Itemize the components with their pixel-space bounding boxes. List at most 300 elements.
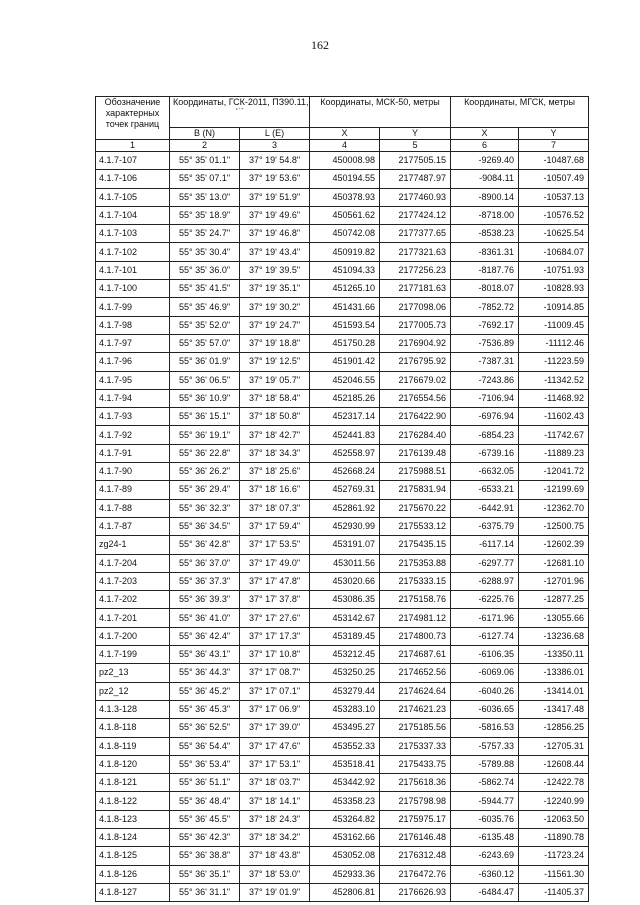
mgsk-y-cell: -10684.07 <box>519 243 589 261</box>
table-row <box>96 206 589 224</box>
table-row <box>96 499 589 517</box>
point-id-cell: 4.1.7-201 <box>96 609 170 627</box>
mgsk-y-cell: -12681.10 <box>519 554 589 572</box>
msk50-x-cell: 453189.45 <box>310 627 380 645</box>
msk50-x-cell: 452668.24 <box>310 463 380 481</box>
msk50-y-cell: 2177377.65 <box>380 225 451 243</box>
table-row <box>96 481 589 499</box>
point-id-cell: 4.1.3-128 <box>96 700 170 718</box>
longitude-cell: 37° 18' 43.8" <box>240 847 310 865</box>
column-number: 1 <box>96 140 170 152</box>
point-id-cell: 4.1.8-127 <box>96 883 170 901</box>
point-id-cell: 4.1.7-99 <box>96 298 170 316</box>
mgsk-y-cell: -11405.37 <box>519 883 589 901</box>
msk50-x-cell: 453162.66 <box>310 828 380 846</box>
msk50-y-cell: 2177487.97 <box>380 170 451 188</box>
msk50-x-cell: 452806.81 <box>310 883 380 901</box>
msk50-x-cell: 451593.54 <box>310 316 380 334</box>
table-row <box>96 792 589 810</box>
msk50-y-cell: 2175670.22 <box>380 499 451 517</box>
msk50-y-cell: 2177181.63 <box>380 280 451 298</box>
msk50-y-cell: 2175185.56 <box>380 719 451 737</box>
mgsk-x-cell: -5757.33 <box>451 737 519 755</box>
point-id-cell: 4.1.8-121 <box>96 774 170 792</box>
point-id-cell: pz2_13 <box>96 664 170 682</box>
point-id-cell: 4.1.7-88 <box>96 499 170 517</box>
mgsk-y-cell: -13236.68 <box>519 627 589 645</box>
mgsk-x-cell: -7852.72 <box>451 298 519 316</box>
msk50-x-cell: 451901.42 <box>310 353 380 371</box>
latitude-cell: 55° 35' 41.5" <box>170 280 240 298</box>
mgsk-y-cell: -11602.43 <box>519 408 589 426</box>
mgsk-y-cell: -12608.44 <box>519 755 589 773</box>
latitude-cell: 55° 36' 51.1" <box>170 774 240 792</box>
longitude-cell: 37° 19' 39.5" <box>240 261 310 279</box>
longitude-cell: 37° 18' 25.6" <box>240 463 310 481</box>
msk50-x-cell: 450561.62 <box>310 206 380 224</box>
latitude-cell: 55° 36' 44.3" <box>170 664 240 682</box>
latitude-cell: 55° 36' 32.3" <box>170 499 240 517</box>
msk50-y-cell: 2174981.12 <box>380 609 451 627</box>
msk50-x-cell: 453264.82 <box>310 810 380 828</box>
mgsk-x-cell: -9084.11 <box>451 170 519 188</box>
point-id-cell: 4.1.7-199 <box>96 646 170 664</box>
mgsk-y-cell: -12422.78 <box>519 774 589 792</box>
mgsk-x-cell: -7106.94 <box>451 389 519 407</box>
latitude-cell: 55° 36' 22.8" <box>170 444 240 462</box>
latitude-cell: 55° 36' 42.8" <box>170 536 240 554</box>
msk50-y-cell: 2174652.56 <box>380 664 451 682</box>
latitude-cell: 55° 36' 37.0" <box>170 554 240 572</box>
header-msk50-group: Координаты, МСК-50, метры <box>310 97 451 128</box>
msk50-y-cell: 2176139.48 <box>380 444 451 462</box>
mgsk-x-cell: -7692.17 <box>451 316 519 334</box>
msk50-x-cell: 453442.92 <box>310 774 380 792</box>
table-row <box>96 316 589 334</box>
mgsk-x-cell: -5862.74 <box>451 774 519 792</box>
mgsk-x-cell: -8018.07 <box>451 280 519 298</box>
longitude-cell: 37° 17' 06.9" <box>240 700 310 718</box>
point-id-cell: 4.1.8-119 <box>96 737 170 755</box>
msk50-y-cell: 2177505.15 <box>380 152 451 170</box>
msk50-y-cell: 2176284.40 <box>380 426 451 444</box>
mgsk-x-cell: -5944.77 <box>451 792 519 810</box>
mgsk-x-cell: -8900.14 <box>451 188 519 206</box>
coordinates-table <box>95 96 589 902</box>
table-row <box>96 353 589 371</box>
msk50-y-cell: 2176146.48 <box>380 828 451 846</box>
latitude-cell: 55° 36' 41.0" <box>170 609 240 627</box>
mgsk-x-cell: -6243.69 <box>451 847 519 865</box>
msk50-y-cell: 2176679.02 <box>380 371 451 389</box>
latitude-cell: 55° 36' 29.4" <box>170 481 240 499</box>
table-row <box>96 536 589 554</box>
msk50-x-cell: 452861.92 <box>310 499 380 517</box>
latitude-cell: 55° 35' 13.0" <box>170 188 240 206</box>
msk50-y-cell: 2176795.92 <box>380 353 451 371</box>
point-id-cell: 4.1.8-126 <box>96 865 170 883</box>
point-id-cell: 4.1.7-100 <box>96 280 170 298</box>
table-row <box>96 865 589 883</box>
header-b: B (N) <box>170 128 240 140</box>
mgsk-y-cell: -12041.72 <box>519 463 589 481</box>
longitude-cell: 37° 17' 49.0" <box>240 554 310 572</box>
longitude-cell: 37° 18' 58.4" <box>240 389 310 407</box>
msk50-y-cell: 2175433.75 <box>380 755 451 773</box>
header-mgsk-group: Координаты, МГСК, метры <box>451 97 589 128</box>
table-row <box>96 591 589 609</box>
point-id-cell: 4.1.7-102 <box>96 243 170 261</box>
latitude-cell: 55° 35' 57.0" <box>170 334 240 352</box>
longitude-cell: 37° 19' 18.8" <box>240 334 310 352</box>
latitude-cell: 55° 35' 01.1" <box>170 152 240 170</box>
msk50-x-cell: 451094.33 <box>310 261 380 279</box>
header-gsk-units: ° ' " <box>235 108 244 114</box>
mgsk-y-cell: -13350.11 <box>519 646 589 664</box>
mgsk-y-cell: -10751.93 <box>519 261 589 279</box>
mgsk-y-cell: -12701.96 <box>519 572 589 590</box>
msk50-x-cell: 453250.25 <box>310 664 380 682</box>
mgsk-x-cell: -8361.31 <box>451 243 519 261</box>
msk50-y-cell: 2175353.88 <box>380 554 451 572</box>
msk50-y-cell: 2175975.17 <box>380 810 451 828</box>
table-row <box>96 170 589 188</box>
longitude-cell: 37° 19' 30.2" <box>240 298 310 316</box>
column-number: 3 <box>240 140 310 152</box>
mgsk-y-cell: -12199.69 <box>519 481 589 499</box>
latitude-cell: 55° 36' 31.1" <box>170 883 240 901</box>
longitude-cell: 37° 17' 53.5" <box>240 536 310 554</box>
mgsk-x-cell: -6484.47 <box>451 883 519 901</box>
column-number: 4 <box>310 140 380 152</box>
point-id-cell: zg24-1 <box>96 536 170 554</box>
table-row <box>96 280 589 298</box>
msk50-x-cell: 453279.44 <box>310 682 380 700</box>
longitude-cell: 37° 18' 03.7" <box>240 774 310 792</box>
header-gsk-title: Координаты, ГСК-2011, ПЗ90.11, <box>173 97 309 107</box>
latitude-cell: 55° 36' 38.8" <box>170 847 240 865</box>
table-row <box>96 243 589 261</box>
mgsk-x-cell: -6106.35 <box>451 646 519 664</box>
msk50-x-cell: 453283.10 <box>310 700 380 718</box>
mgsk-y-cell: -10914.85 <box>519 298 589 316</box>
table-row <box>96 700 589 718</box>
msk50-x-cell: 450194.55 <box>310 170 380 188</box>
msk50-x-cell: 452930.99 <box>310 517 380 535</box>
table-row <box>96 810 589 828</box>
latitude-cell: 55° 36' 26.2" <box>170 463 240 481</box>
longitude-cell: 37° 17' 59.4" <box>240 517 310 535</box>
longitude-cell: 37° 18' 42.7" <box>240 426 310 444</box>
latitude-cell: 55° 36' 45.2" <box>170 682 240 700</box>
msk50-x-cell: 453495.27 <box>310 719 380 737</box>
mgsk-y-cell: -12602.39 <box>519 536 589 554</box>
table-row <box>96 682 589 700</box>
latitude-cell: 55° 35' 24.7" <box>170 225 240 243</box>
mgsk-y-cell: -12063.50 <box>519 810 589 828</box>
latitude-cell: 55° 35' 36.0" <box>170 261 240 279</box>
header-point-designation: Обозначение характерных точек границ <box>96 97 170 140</box>
latitude-cell: 55° 35' 52.0" <box>170 316 240 334</box>
mgsk-x-cell: -7387.31 <box>451 353 519 371</box>
msk50-y-cell: 2176554.56 <box>380 389 451 407</box>
mgsk-x-cell: -6739.16 <box>451 444 519 462</box>
latitude-cell: 55° 36' 10.9" <box>170 389 240 407</box>
mgsk-y-cell: -11889.23 <box>519 444 589 462</box>
longitude-cell: 37° 19' 49.6" <box>240 206 310 224</box>
latitude-cell: 55° 36' 35.1" <box>170 865 240 883</box>
mgsk-y-cell: -10576.52 <box>519 206 589 224</box>
point-id-cell: 4.1.7-92 <box>96 426 170 444</box>
msk50-y-cell: 2177098.06 <box>380 298 451 316</box>
table-row <box>96 188 589 206</box>
longitude-cell: 37° 17' 07.1" <box>240 682 310 700</box>
table-row <box>96 444 589 462</box>
latitude-cell: 55° 36' 42.3" <box>170 828 240 846</box>
point-id-cell: 4.1.7-103 <box>96 225 170 243</box>
point-id-cell: 4.1.8-120 <box>96 755 170 773</box>
table-row <box>96 737 589 755</box>
table-row <box>96 847 589 865</box>
msk50-x-cell: 450742.08 <box>310 225 380 243</box>
mgsk-x-cell: -5789.88 <box>451 755 519 773</box>
latitude-cell: 55° 36' 19.1" <box>170 426 240 444</box>
mgsk-y-cell: -11742.67 <box>519 426 589 444</box>
longitude-cell: 37° 18' 34.2" <box>240 828 310 846</box>
table-row <box>96 334 589 352</box>
longitude-cell: 37° 18' 24.3" <box>240 810 310 828</box>
header-l: L (E) <box>240 128 310 140</box>
table-row <box>96 261 589 279</box>
longitude-cell: 37° 19' 01.9" <box>240 883 310 901</box>
msk50-x-cell: 452933.36 <box>310 865 380 883</box>
point-id-cell: 4.1.8-123 <box>96 810 170 828</box>
msk50-y-cell: 2176312.48 <box>380 847 451 865</box>
mgsk-y-cell: -10507.49 <box>519 170 589 188</box>
msk50-x-cell: 452185.26 <box>310 389 380 407</box>
point-id-cell: 4.1.7-87 <box>96 517 170 535</box>
latitude-cell: 55° 35' 46.9" <box>170 298 240 316</box>
column-number: 2 <box>170 140 240 152</box>
point-id-cell: 4.1.8-118 <box>96 719 170 737</box>
table-row <box>96 828 589 846</box>
longitude-cell: 37° 19' 54.8" <box>240 152 310 170</box>
mgsk-y-cell: -12240.99 <box>519 792 589 810</box>
mgsk-y-cell: -13386.01 <box>519 664 589 682</box>
mgsk-x-cell: -5816.53 <box>451 719 519 737</box>
latitude-cell: 55° 35' 18.9" <box>170 206 240 224</box>
table-row <box>96 572 589 590</box>
mgsk-x-cell: -6854.23 <box>451 426 519 444</box>
longitude-cell: 37° 19' 51.9" <box>240 188 310 206</box>
msk50-x-cell: 451750.28 <box>310 334 380 352</box>
msk50-x-cell: 453358.23 <box>310 792 380 810</box>
point-id-cell: 4.1.7-91 <box>96 444 170 462</box>
point-id-cell: 4.1.7-200 <box>96 627 170 645</box>
point-id-cell: 4.1.7-106 <box>96 170 170 188</box>
longitude-cell: 37° 19' 12.5" <box>240 353 310 371</box>
latitude-cell: 55° 36' 15.1" <box>170 408 240 426</box>
table-row <box>96 426 589 444</box>
msk50-x-cell: 453086.35 <box>310 591 380 609</box>
column-number: 7 <box>519 140 589 152</box>
msk50-y-cell: 2176904.92 <box>380 334 451 352</box>
mgsk-x-cell: -6040.26 <box>451 682 519 700</box>
msk50-y-cell: 2176626.93 <box>380 883 451 901</box>
column-number: 5 <box>380 140 451 152</box>
table-row <box>96 609 589 627</box>
mgsk-x-cell: -9269.40 <box>451 152 519 170</box>
point-id-cell: 4.1.7-95 <box>96 371 170 389</box>
mgsk-y-cell: -11890.78 <box>519 828 589 846</box>
table-row <box>96 152 589 170</box>
header-msk-x: X <box>310 128 380 140</box>
header-msk-y: Y <box>380 128 451 140</box>
point-id-cell: 4.1.7-204 <box>96 554 170 572</box>
mgsk-y-cell: -11723.24 <box>519 847 589 865</box>
header-mgsk-y: Y <box>519 128 589 140</box>
table-row <box>96 627 589 645</box>
latitude-cell: 55° 36' 52.5" <box>170 719 240 737</box>
mgsk-y-cell: -10625.54 <box>519 225 589 243</box>
point-id-cell: 4.1.7-101 <box>96 261 170 279</box>
latitude-cell: 55° 36' 48.4" <box>170 792 240 810</box>
mgsk-x-cell: -7536.89 <box>451 334 519 352</box>
msk50-y-cell: 2176472.76 <box>380 865 451 883</box>
mgsk-x-cell: -6375.79 <box>451 517 519 535</box>
longitude-cell: 37° 18' 14.1" <box>240 792 310 810</box>
mgsk-x-cell: -6360.12 <box>451 865 519 883</box>
mgsk-y-cell: -11468.92 <box>519 389 589 407</box>
longitude-cell: 37° 18' 07.3" <box>240 499 310 517</box>
mgsk-x-cell: -6632.05 <box>451 463 519 481</box>
longitude-cell: 37° 17' 47.6" <box>240 737 310 755</box>
mgsk-x-cell: -6225.76 <box>451 591 519 609</box>
mgsk-y-cell: -11223.59 <box>519 353 589 371</box>
mgsk-x-cell: -6036.65 <box>451 700 519 718</box>
msk50-x-cell: 453142.67 <box>310 609 380 627</box>
msk50-y-cell: 2175158.76 <box>380 591 451 609</box>
point-id-cell: 4.1.8-125 <box>96 847 170 865</box>
msk50-y-cell: 2175333.15 <box>380 572 451 590</box>
latitude-cell: 55° 36' 53.4" <box>170 755 240 773</box>
longitude-cell: 37° 17' 08.7" <box>240 664 310 682</box>
header-column-numbers <box>96 140 589 152</box>
mgsk-x-cell: -6533.21 <box>451 481 519 499</box>
table-row <box>96 883 589 901</box>
latitude-cell: 55° 36' 06.5" <box>170 371 240 389</box>
point-id-cell: 4.1.7-202 <box>96 591 170 609</box>
msk50-x-cell: 450378.93 <box>310 188 380 206</box>
longitude-cell: 37° 17' 10.8" <box>240 646 310 664</box>
point-id-cell: 4.1.7-93 <box>96 408 170 426</box>
mgsk-x-cell: -6069.06 <box>451 664 519 682</box>
longitude-cell: 37° 17' 37.8" <box>240 591 310 609</box>
mgsk-y-cell: -12500.75 <box>519 517 589 535</box>
msk50-x-cell: 453191.07 <box>310 536 380 554</box>
msk50-y-cell: 2175435.15 <box>380 536 451 554</box>
latitude-cell: 55° 36' 39.3" <box>170 591 240 609</box>
latitude-cell: 55° 36' 01.9" <box>170 353 240 371</box>
mgsk-y-cell: -12856.25 <box>519 719 589 737</box>
longitude-cell: 37° 18' 53.0" <box>240 865 310 883</box>
msk50-x-cell: 453020.66 <box>310 572 380 590</box>
point-id-cell: 4.1.7-203 <box>96 572 170 590</box>
msk50-x-cell: 452769.31 <box>310 481 380 499</box>
longitude-cell: 37° 17' 39.0" <box>240 719 310 737</box>
latitude-cell: 55° 36' 54.4" <box>170 737 240 755</box>
msk50-y-cell: 2177424.12 <box>380 206 451 224</box>
table-row <box>96 774 589 792</box>
longitude-cell: 37° 17' 17.3" <box>240 627 310 645</box>
mgsk-x-cell: -6035.76 <box>451 810 519 828</box>
table-row <box>96 463 589 481</box>
msk50-y-cell: 2175798.98 <box>380 792 451 810</box>
point-id-cell: 4.1.7-97 <box>96 334 170 352</box>
column-number: 6 <box>451 140 519 152</box>
longitude-cell: 37° 18' 34.3" <box>240 444 310 462</box>
msk50-x-cell: 451265.10 <box>310 280 380 298</box>
msk50-y-cell: 2177005.73 <box>380 316 451 334</box>
msk50-y-cell: 2175988.51 <box>380 463 451 481</box>
point-id-cell: 4.1.7-94 <box>96 389 170 407</box>
mgsk-x-cell: -6127.74 <box>451 627 519 645</box>
msk50-x-cell: 452046.55 <box>310 371 380 389</box>
msk50-y-cell: 2177460.93 <box>380 188 451 206</box>
mgsk-x-cell: -6442.91 <box>451 499 519 517</box>
point-id-cell: 4.1.7-98 <box>96 316 170 334</box>
table-row <box>96 517 589 535</box>
msk50-x-cell: 452441.83 <box>310 426 380 444</box>
msk50-y-cell: 2175533.12 <box>380 517 451 535</box>
latitude-cell: 55° 35' 30.4" <box>170 243 240 261</box>
longitude-cell: 37° 18' 50.8" <box>240 408 310 426</box>
table-body <box>96 152 589 902</box>
latitude-cell: 55° 36' 43.1" <box>170 646 240 664</box>
mgsk-y-cell: -12877.25 <box>519 591 589 609</box>
msk50-x-cell: 453212.45 <box>310 646 380 664</box>
msk50-y-cell: 2177256.23 <box>380 261 451 279</box>
msk50-x-cell: 452317.14 <box>310 408 380 426</box>
mgsk-y-cell: -11561.30 <box>519 865 589 883</box>
msk50-x-cell: 453518.41 <box>310 755 380 773</box>
mgsk-x-cell: -8538.23 <box>451 225 519 243</box>
longitude-cell: 37° 19' 35.1" <box>240 280 310 298</box>
mgsk-y-cell: -13414.01 <box>519 682 589 700</box>
mgsk-x-cell: -6288.97 <box>451 572 519 590</box>
longitude-cell: 37° 19' 46.8" <box>240 225 310 243</box>
point-id-cell: 4.1.7-107 <box>96 152 170 170</box>
table-row <box>96 389 589 407</box>
mgsk-y-cell: -11009.45 <box>519 316 589 334</box>
msk50-y-cell: 2176422.90 <box>380 408 451 426</box>
table-row <box>96 225 589 243</box>
msk50-y-cell: 2175618.36 <box>380 774 451 792</box>
point-id-cell: 4.1.7-105 <box>96 188 170 206</box>
latitude-cell: 55° 36' 37.3" <box>170 572 240 590</box>
mgsk-x-cell: -8187.76 <box>451 261 519 279</box>
latitude-cell: 55° 36' 42.4" <box>170 627 240 645</box>
mgsk-y-cell: -11342.52 <box>519 371 589 389</box>
latitude-cell: 55° 36' 45.3" <box>170 700 240 718</box>
mgsk-y-cell: -12705.31 <box>519 737 589 755</box>
mgsk-x-cell: -7243.86 <box>451 371 519 389</box>
point-id-cell: 4.1.8-122 <box>96 792 170 810</box>
longitude-cell: 37° 17' 47.8" <box>240 572 310 590</box>
msk50-x-cell: 453052.08 <box>310 847 380 865</box>
msk50-x-cell: 450919.82 <box>310 243 380 261</box>
point-id-cell: 4.1.7-90 <box>96 463 170 481</box>
